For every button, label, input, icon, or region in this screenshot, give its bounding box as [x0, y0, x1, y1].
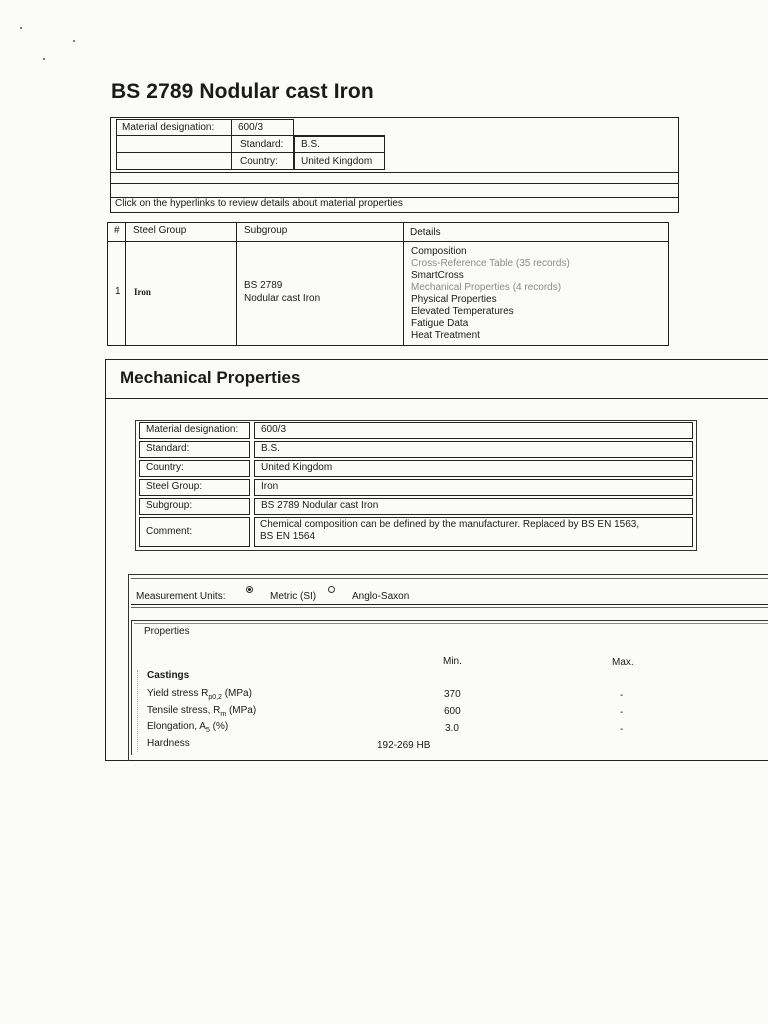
details-link-physical[interactable]: Physical Properties [411, 294, 497, 305]
col-min-header: Min. [443, 656, 462, 667]
row-num: 1 [115, 286, 121, 297]
prop-hardness-value: 192-269 HB [377, 740, 431, 751]
info-value-steel-group: Iron [254, 479, 693, 496]
prop-tensile-min: 600 [444, 706, 461, 717]
prop-yield-min: 370 [444, 689, 461, 700]
castings-section: Castings [147, 670, 190, 681]
info-comment-line2: BS EN 1564 [260, 531, 316, 542]
prop-elongation-max: - [620, 724, 624, 735]
scan-speck [43, 58, 45, 60]
anglo-saxon-label: Anglo-Saxon [352, 591, 410, 602]
info-label-steel-group: Steel Group: [139, 479, 250, 496]
units-label: Measurement Units: [136, 591, 226, 602]
country-label: Country: [240, 156, 278, 167]
scan-speck [73, 40, 75, 42]
prop-elongation-name: Elongation, $A_5$ (%) [147, 721, 229, 734]
details-link-elevated[interactable]: Elevated Temperatures [411, 306, 514, 317]
standard-label: Standard: [240, 139, 284, 150]
designation-label: Material designation: [122, 122, 215, 133]
info-value-standard: B.S. [254, 441, 693, 458]
country-value: United Kingdom [301, 156, 373, 167]
prop-yield-name: Yield stress $R_{p0,2}$ (MPa) [147, 688, 252, 701]
standard-value: B.S. [301, 139, 320, 150]
prop-yield-max: - [620, 690, 624, 701]
details-link-smartcross[interactable]: SmartCross [411, 270, 464, 281]
col-header-details: Details [410, 227, 441, 238]
details-link-cross-reference[interactable]: Cross-Reference Table (35 records) [411, 258, 570, 269]
info-label-standard: Standard: [139, 441, 250, 458]
col-header-subgroup: Subgroup [244, 225, 288, 236]
info-label-subgroup: Subgroup: [139, 498, 250, 515]
metric-radio[interactable] [246, 586, 253, 593]
info-label-comment: Comment: [139, 517, 250, 547]
col-max-header: Max. [612, 657, 634, 668]
mechanical-heading: Mechanical Properties [120, 368, 301, 387]
prop-hardness-name: Hardness [147, 738, 190, 749]
row-subgroup-line1: BS 2789 [244, 280, 283, 291]
anglo-saxon-radio[interactable] [328, 586, 335, 593]
hyperlink-note: Click on the hyperlinks to review details about material properties [115, 198, 403, 209]
info-value-subgroup: BS 2789 Nodular cast Iron [254, 498, 693, 515]
properties-heading: Properties [144, 626, 190, 637]
details-link-composition[interactable]: Composition [411, 246, 467, 257]
scan-speck [20, 27, 22, 29]
prop-tensile-name: Tensile stress, $R_m$ (MPa) [147, 705, 257, 718]
page-title: BS 2789 Nodular cast Iron [111, 80, 374, 103]
info-label-designation: Material designation: [139, 422, 250, 439]
row-steel-group: Iron [134, 287, 151, 297]
metric-label: Metric (SI) [270, 591, 317, 602]
info-comment-line1: Chemical composition can be defined by the manufacturer. Replaced by BS EN 1563, [260, 519, 640, 530]
prop-tensile-max: - [620, 707, 624, 718]
details-link-mechanical[interactable]: Mechanical Properties (4 records) [411, 282, 562, 293]
info-value-country: United Kingdom [254, 460, 693, 477]
details-link-fatigue[interactable]: Fatigue Data [411, 318, 469, 329]
designation-value: 600/3 [238, 122, 264, 133]
col-header-num: # [114, 225, 120, 236]
info-label-country: Country: [139, 460, 250, 477]
row-subgroup-line2: Nodular cast Iron [244, 293, 321, 304]
prop-elongation-min: 3.0 [445, 723, 459, 734]
details-link-heat-treatment[interactable]: Heat Treatment [411, 330, 480, 341]
info-value-designation: 600/3 [254, 422, 693, 439]
col-header-steel-group: Steel Group [133, 225, 187, 236]
